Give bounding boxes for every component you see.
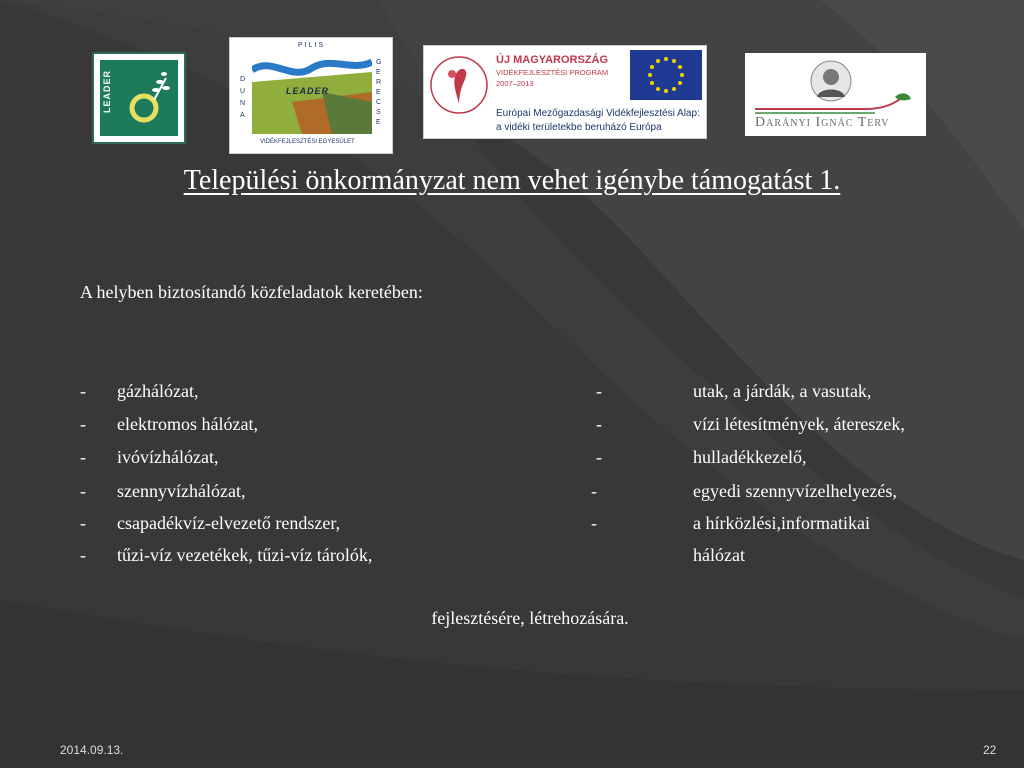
right-dash: - <box>596 381 602 401</box>
right-item: hálózat <box>693 545 745 565</box>
right-item: vízi létesítmények, átereszek, <box>693 414 905 434</box>
eu-flag-icon <box>630 50 702 100</box>
left-dash: - <box>80 513 86 533</box>
left-item: tűzi-víz vezetékek, tűzi-víz tárolók, <box>117 545 373 565</box>
daranyi-ignac-terv-logo <box>745 53 926 136</box>
right-item: egyedi szennyvízelhelyezés, <box>693 481 897 501</box>
leader-label: LEADER <box>286 86 330 96</box>
leaf-icon <box>100 60 180 138</box>
gerecse-label: GERECSE <box>376 59 382 126</box>
umvp-eu-logo <box>423 45 707 139</box>
left-dash: - <box>80 447 86 467</box>
duna-label: DUNA <box>240 76 246 119</box>
left-dash: - <box>80 381 86 401</box>
umvp-title: ÚJ MAGYARORSZÁG <box>496 54 609 66</box>
left-dash: - <box>80 414 86 434</box>
left-item: ivóvízhálózat, <box>117 447 219 467</box>
umvp-line2: a vidéki területekbe beruházó Európa <box>496 122 662 133</box>
left-item: gázhálózat, <box>117 381 199 401</box>
leader-logo <box>92 52 186 144</box>
umvp-subtitle: VIDÉKFEJLESZTÉSI PROGRAM <box>496 68 609 77</box>
right-dash: - <box>596 414 602 434</box>
umvp-line1: Európai Mezőgazdasági Vidékfejlesztési Alap: <box>496 108 700 119</box>
right-item: a hírközlési,informatikai <box>693 513 870 533</box>
closing-text: fejlesztésére, létrehozására. <box>431 608 629 628</box>
daranyi-label: Darányi Ignác Terv <box>755 115 890 130</box>
intro-text: A helyben biztosítandó közfeladatok keretében: <box>80 282 423 302</box>
right-item: hulladékkezelő, <box>693 447 807 467</box>
slide-title: Települési önkormányzat nem vehet igénybe támogatást 1. <box>183 165 841 196</box>
pilis-leader-logo <box>229 37 393 154</box>
right-item: utak, a járdák, a vasutak, <box>693 381 872 401</box>
right-dash: - <box>596 447 602 467</box>
pilis-label: PILIS <box>298 42 326 49</box>
leader-logo-text: LEADER <box>102 70 112 114</box>
left-item: elektromos hálózat, <box>117 414 258 434</box>
left-dash: - <box>80 545 86 565</box>
flower-emblem-icon <box>426 52 492 118</box>
slide-date: 2014.09.13. <box>60 743 124 757</box>
right-dash: - <box>591 481 597 501</box>
right-dash: - <box>591 513 597 533</box>
egyesulet-label: VIDÉKFEJLESZTÉSI EGYESÜLET <box>260 139 355 145</box>
page-number: 22 <box>983 743 997 757</box>
left-item: szennyvízhálózat, <box>117 481 246 501</box>
left-dash: - <box>80 481 86 501</box>
left-item: csapadékvíz-elvezető rendszer, <box>117 513 341 533</box>
umvp-years: 2007–2013 <box>496 79 534 88</box>
